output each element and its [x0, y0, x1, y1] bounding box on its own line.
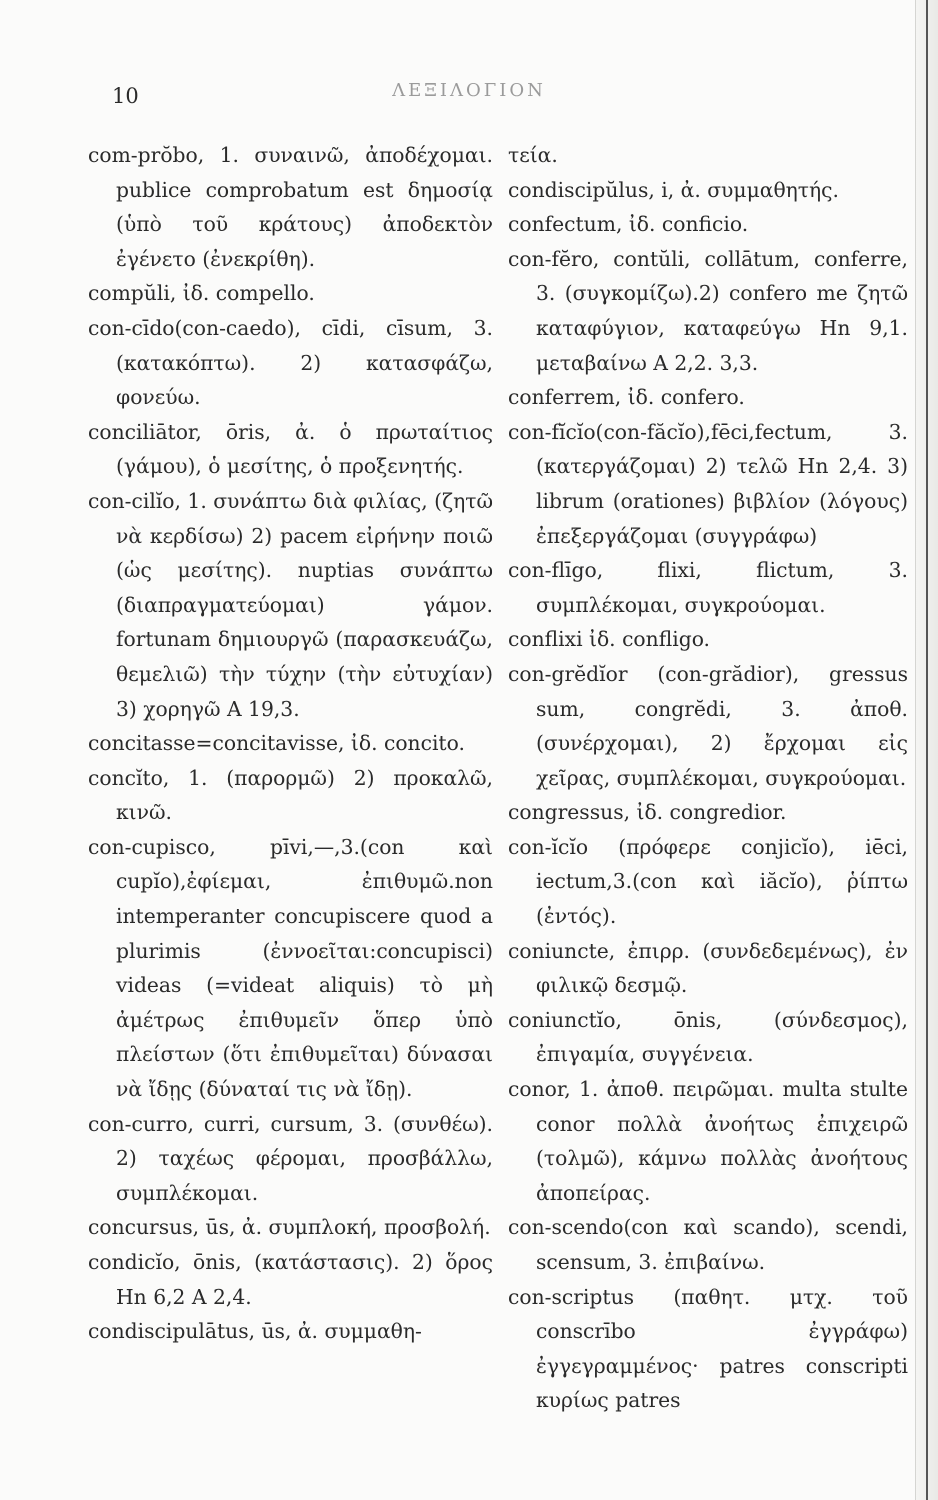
dictionary-entry: coniunctĭo, ōnis, (σύνδεσμος), ἐπιγαμία, συγγένεια. — [508, 1007, 908, 1067]
dictionary-entry: compŭli, ἰδ. compello. — [88, 281, 315, 306]
running-head: ΛΕΞΙΛΟΓΙΟΝ — [392, 80, 546, 101]
dictionary-entry: con-fĭcĭo(con-făcĭo),fēci,fectum, 3. (κατεργάζομαι) 2) τελῶ Ηn 2,4. 3) librum (orationes) βιβλίον (λόγους) ἐπεξεργάζομαι (συγγράφω) — [508, 419, 908, 548]
dictionary-entry: con-cupisco, pīvi,—,3.(con καὶ cupĭo),ἐφίεμαι, ἐπιθυμῶ.non intemperanter concupiscere quod a plurimis (ἐννοεῖται:concupisci) videas (=videat aliquis) τὸ μὴ ἀμέτρως ἐπιθυμεῖν ὅπερ ὑπὸ πλείστων (ὅτι ἐπιθυμεῖται) δύνασαι νὰ ἴδῃς (δύναταί τις νὰ ἴδῃ). — [88, 834, 493, 1102]
dictionary-entry: τεία. — [508, 143, 558, 167]
dictionary-entry: confectum, ἰδ. conficio. — [508, 212, 749, 237]
dictionary-entry: con-grĕdĭor (con-grădior), gressus sum, congrĕdi, 3. ἀποθ. (συνέρχομαι), 2) ἔρχομαι εἰς χεῖρας, συμπλέκομαι, συγκρούομαι. — [508, 661, 908, 790]
dictionary-entry: coniuncte, ἐπιρρ. (συνδεδεμένως), ἐν φιλικῷ δεσμῷ. — [508, 938, 908, 998]
page-number: 10 — [112, 84, 139, 108]
dictionary-entry: condiscipulātus, ūs, ἀ. συμμαθη- — [88, 1319, 422, 1344]
dictionary-entry: conferrem, ἰδ. confero. — [508, 385, 745, 410]
dictionary-entry: con-cilĭo, 1. συνάπτω διὰ φιλίας, (ζητῶ νὰ κερδίσω) 2) pacem εἰρήνην ποιῶ (ὡς μεσίτης). nuptias συνάπτω (διαπραγματεύομαι) γάμον. fortunam δημιουργῶ (παρασκευάζω, θεμελιῶ) τὴν τύχην (τὴν εὐτυχίαν) 3) χορηγῶ Α 19,3. — [88, 488, 493, 721]
dictionary-entry: condiscipŭlus, i, ἀ. συμμαθητής. — [508, 177, 839, 202]
dictionary-entry: con-flīgo, flixi, flictum, 3. συμπλέκομαι, συγκρούομαι. — [508, 558, 908, 617]
dictionary-entry: condicĭo, ōnis, (κατάστασις). 2) ὅρος Ηn 6,2 Α 2,4. — [88, 1250, 493, 1309]
dictionary-entry: concĭto, 1. (παρορμῶ) 2) προκαλῶ, κινῶ. — [88, 765, 493, 825]
dictionary-entry: con-scriptus (παθητ. μτχ. τοῦ conscrībo ἐγγράφω) ἐγγεγραμμένος· patres conscripti κυρίως patres — [508, 1284, 908, 1413]
dictionary-entry: congressus, ἰδ. congredior. — [508, 800, 787, 825]
right-column — [508, 138, 908, 1418]
dictionary-entry: conflixi ἰδ. confligo. — [508, 627, 711, 652]
dictionary-entry: con-curro, curri, cursum, 3. (συνθέω). 2) ταχέως φέρομαι, προσβάλλω, συμπλέκομαι. — [88, 1111, 493, 1205]
dictionary-entry: concursus, ūs, ἀ. συμπλοκή, προσβολή. — [88, 1215, 491, 1240]
dictionary-entry: conor, 1. ἀποθ. πειρῶμαι. multa stulte conor πολλὰ ἀνοήτως ἐπιχειρῶ (τολμῶ), κάμνω πολλὰς ἀνοήτους ἀποπείρας. — [508, 1077, 908, 1205]
dictionary-entry: con-fĕro, contŭli, collātum, conferre, 3. (συγκομίζω).2) confero me ζητῶ καταφύγιον, καταφεύγω Ηn 9,1. μεταβαίνω Α 2,2. 3,3. — [508, 246, 908, 375]
dictionary-entry: com-prŏbo, 1. συναινῶ, ἀποδέχομαι. publice comprobatum est δημοσίᾳ (ὑπὸ τοῦ κράτους) ἀποδεκτὸν ἐγένετο (ἐνεκρίθη). — [88, 143, 493, 271]
dictionary-entry: con-cīdo(con-caedo), cīdi, cīsum, 3. (κατακόπτω). 2) κατασφάζω, φονεύω. — [88, 315, 493, 410]
dictionary-entry: con-ĭcĭo (πρόφερε conjicĭo), iēci, iectum,3.(con καὶ iăcĭo), ῥίπτω (ἐντός). — [508, 834, 908, 929]
dictionary-entry: conciliātor, ōris, ἀ. ὁ πρωταίτιος (γάμου), ὁ μεσίτης, ὁ προξενητής. — [88, 419, 493, 479]
dictionary-entry: concitasse=concitavisse, ἰδ. concito. — [88, 731, 465, 756]
binding-edge — [926, 0, 928, 1500]
left-column — [88, 138, 493, 1349]
dictionary-entry: con-scendo(con καὶ scando), scendi, scensum, 3. ἐπιβαίνω. — [508, 1215, 908, 1274]
